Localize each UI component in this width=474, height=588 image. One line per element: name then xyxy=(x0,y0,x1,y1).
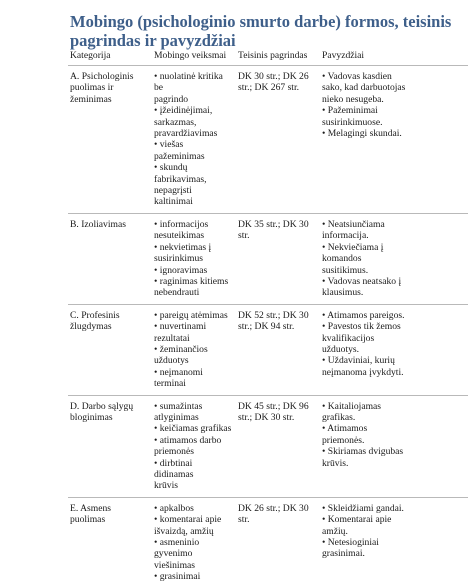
cell-examples: • Neatsiunčiama informacija. • Nekviečiama į komandos susitikimus. • Vadovas neatsako į klausimus. xyxy=(320,213,468,304)
header-category: Kategorija xyxy=(68,47,152,66)
table-row xyxy=(68,213,468,304)
cell-legal-basis: DK 52 str.; DK 30 str.; DK 94 str. xyxy=(236,304,320,395)
mobbing-forms-table xyxy=(68,47,468,588)
header-legal-basis: Teisinis pagrindas xyxy=(236,47,320,66)
table-row xyxy=(68,395,468,497)
cell-category: D. Darbo sąlygų bloginimas xyxy=(68,395,152,497)
cell-actions: • informacijos nesuteikimas • nekvietimas į susirinkimus • ignoravimas • raginimas kitiems nebendrauti xyxy=(152,213,236,304)
header-examples: Pavyzdžiai xyxy=(320,47,468,66)
cell-legal-basis: DK 26 str.; DK 30 str. xyxy=(238,502,309,526)
cell-category: E. Asmens puolimas xyxy=(70,502,112,526)
cell-category: C. Profesinis žlugdymas xyxy=(68,304,152,395)
page-title: Mobingo (psichologinio smurto darbe) formos, teisinis pagrindas ir pavyzdžiai xyxy=(70,12,452,50)
cell-examples: • Atimamos pareigos. • Pavestos tik žemos kvalifikacijos užduotys. • Uždaviniai, kurių neįmanoma įvykdyti. xyxy=(320,304,468,395)
cell-examples: • Skleidžiami gandai. • Komentarai apie amžių. • Netesioginiai grasinimai. xyxy=(322,502,404,560)
cell-legal-basis: DK 35 str.; DK 30 str. xyxy=(236,213,320,304)
cell-category: A. Psichologinis puolimas ir žeminimas xyxy=(68,66,152,214)
cell-actions: • sumažintas atlyginimas • keičiamas grafikas • atimamos darbo priemonės • dirbtinai didinamas krūvis xyxy=(152,395,236,497)
cell-examples: • Kaitaliojamas grafikas. • Atimamos priemonės. • Skiriamas dvigubas krūvis. xyxy=(320,395,468,497)
cell-actions: • apkalbos • komentarai apie išvaizdą, amžių • asmeninio gyvenimo viešinimas • grasinimai xyxy=(154,502,222,583)
cell-examples: • Vadovas kasdien sako, kad darbuotojas nieko nesugeba. • Pažeminimai susirinkimuose. • Melagingi skundai. xyxy=(320,66,468,214)
cell-category: B. Izoliavimas xyxy=(68,213,152,304)
cell-actions: • nuolatinė kritika be pagrindo • įžeidinėjimai, sarkazmas, pravardžiavimas • viešas pažeminimas • skundų fabrikavimas, nepagrįsti kaltinimai xyxy=(152,66,236,214)
header-actions: Mobingo veiksmai xyxy=(152,47,236,66)
table-header-row xyxy=(68,47,468,66)
table-row xyxy=(68,497,468,587)
table-row xyxy=(68,66,468,214)
cell-legal-basis: DK 45 str.; DK 96 str.; DK 30 str. xyxy=(236,395,320,497)
table-row xyxy=(68,304,468,395)
cell-actions: • pareigų atėmimas • nuvertinami rezultatai • žeminančios užduotys • neįmanomi terminai xyxy=(152,304,236,395)
cell-legal-basis: DK 30 str.; DK 26 str.; DK 267 str. xyxy=(236,66,320,214)
